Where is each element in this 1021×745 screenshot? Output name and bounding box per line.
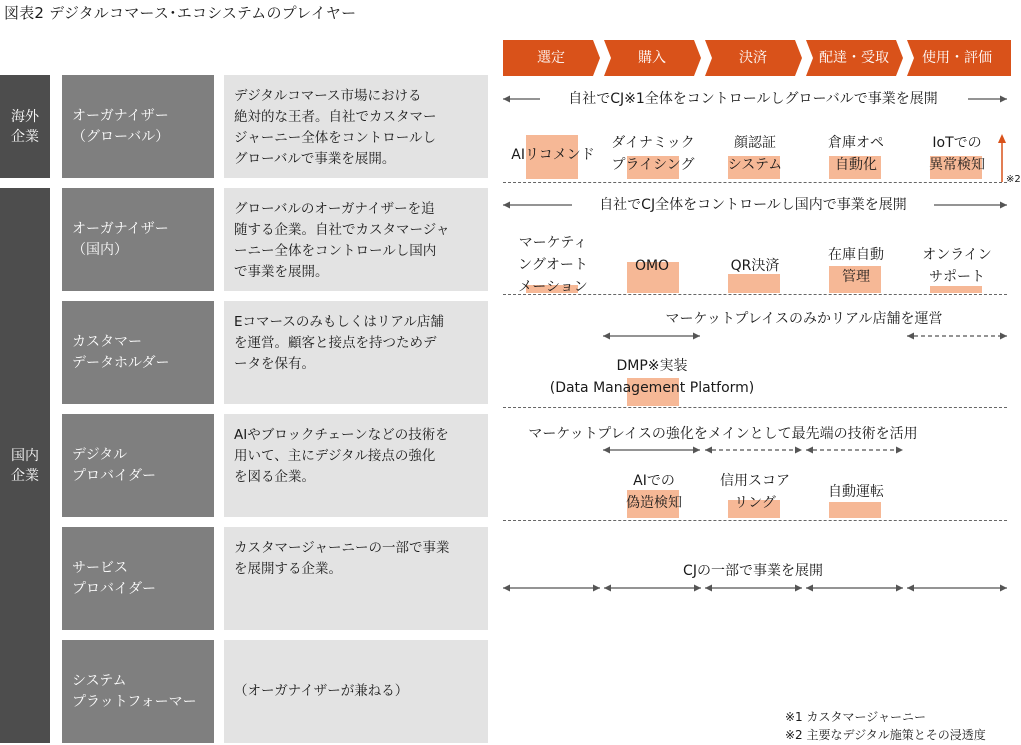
- arrow-head: [593, 585, 600, 592]
- highlight-bar: [829, 502, 881, 518]
- desc-customer-data-holder: Eコマースのみもしくはリアル店舗 を運営。顧客と接点を持つためデ ータを保有。: [224, 301, 488, 404]
- item-inventory-automation: 在庫自動 管理: [828, 247, 884, 285]
- row-separator: [503, 520, 1007, 521]
- desc-organizer-domestic: グローバルのオーガナイザーを追 随する企業。自社でカスタマージャ ーニー全体をコントロールし国内 で事業を展開。: [224, 188, 488, 291]
- desc-organizer-global: デジタルコマース市場における 絶対的な王者。自社でカスタマー ジャーニー全体をコントロールし グローバルで事業を展開。: [224, 75, 488, 178]
- role-digital-provider: デジタル プロバイダー: [62, 414, 214, 517]
- arrow-head: [896, 447, 903, 454]
- item-omo: OMO: [634, 258, 670, 274]
- row-separator: [503, 407, 1007, 408]
- item-online-support: オンライン サポート: [922, 247, 992, 285]
- row-separator: [503, 182, 1007, 183]
- arrow-head: [1000, 96, 1007, 103]
- group-overseas: 海外 企業: [0, 75, 50, 178]
- arrow-head: [795, 585, 802, 592]
- item-warehouse-automation: 倉庫オペ 自動化: [828, 135, 884, 173]
- arrow-head: [795, 447, 802, 454]
- item-ai-counterfeit: AIでの 偽造検知: [626, 473, 682, 511]
- item-qr-payment: QR決済: [730, 258, 780, 274]
- role-service-provider: サービス プロバイダー: [62, 527, 214, 630]
- arrow-head: [503, 202, 510, 209]
- desc-service-provider: カスタマージャーニーの一部で事業 を展開する企業。: [224, 527, 488, 630]
- role-organizer-domestic: オーガナイザー （国内）: [62, 188, 214, 291]
- item-autonomous-driving: 自動運転: [828, 484, 884, 500]
- group-domestic: 国内 企業: [0, 188, 50, 743]
- figure-title: 図表2 デジタルコマース･エコシステムのプレイヤー: [4, 4, 357, 22]
- stage-purchase: 購入: [638, 50, 666, 66]
- item-dynamic-pricing: ダイナミック プライシング: [611, 135, 695, 173]
- desc-system-platformer: （オーガナイザーが兼ねる）: [224, 640, 488, 743]
- item-ai-recommend: AIリコメンド: [511, 147, 595, 163]
- arrow-head: [1000, 585, 1007, 592]
- item-credit-scoring: 信用スコア リング: [720, 473, 790, 511]
- desc-digital-provider: AIやブロックチェーンなどの技術を 用いて、主にデジタル接点の強化 を図る企業。: [224, 414, 488, 517]
- arrow-head: [603, 333, 610, 340]
- arrow-head: [694, 585, 701, 592]
- scope-service-provider: CJの一部で事業を展開: [665, 561, 841, 581]
- arrow-head: [806, 447, 813, 454]
- scope-digital-provider: マーケットプレイスの強化をメインとして最先端の技術を活用: [501, 424, 945, 444]
- footnote-marker: ※2: [1006, 174, 1021, 185]
- role-system-platformer: システム プラットフォーマー: [62, 640, 214, 743]
- arrow-head: [503, 96, 510, 103]
- arrow-head: [907, 333, 914, 340]
- arrow-head: [806, 585, 813, 592]
- item-iot-anomaly: IoTでの 異常検知: [929, 135, 985, 173]
- stage-use-review: 使用・評価: [922, 50, 992, 66]
- scope-customer-data-holder: マーケットプレイスのみかリアル店舗を運営: [643, 309, 965, 329]
- arrow-head: [705, 447, 712, 454]
- footnote-2: ※2 主要なデジタル施策とその浸透度: [785, 728, 986, 742]
- item-marketing-automation: マーケティ ングオート メーション: [518, 235, 588, 295]
- arrow-head: [693, 447, 700, 454]
- arrow-head: [693, 333, 700, 340]
- arrow-head: [705, 585, 712, 592]
- arrow-head: [1000, 202, 1007, 209]
- arrow-head: [503, 585, 510, 592]
- arrow-head: [907, 585, 914, 592]
- arrow-head: [1000, 333, 1007, 340]
- item-dmp: DMP※実装 (Data Management Platform): [549, 358, 755, 396]
- arrow-head: [604, 585, 611, 592]
- scope-organizer-domestic: 自社でCJ全体をコントロールし国内で事業を展開: [573, 195, 933, 215]
- item-face-recognition: 顔認証 システム: [727, 135, 783, 173]
- stage-select: 選定: [537, 50, 565, 66]
- scope-organizer-global: 自社でCJ※1全体をコントロールしグローバルで事業を展開: [543, 89, 963, 109]
- arrow-head: [896, 585, 903, 592]
- role-organizer-global: オーガナイザー （グローバル）: [62, 75, 214, 178]
- arrow-head: [603, 447, 610, 454]
- role-customer-data-holder: カスタマー データホルダー: [62, 301, 214, 404]
- stage-payment: 決済: [739, 50, 767, 66]
- footnote-1: ※1 カスタマージャーニー: [785, 710, 927, 724]
- stage-delivery: 配達・受取: [819, 50, 889, 66]
